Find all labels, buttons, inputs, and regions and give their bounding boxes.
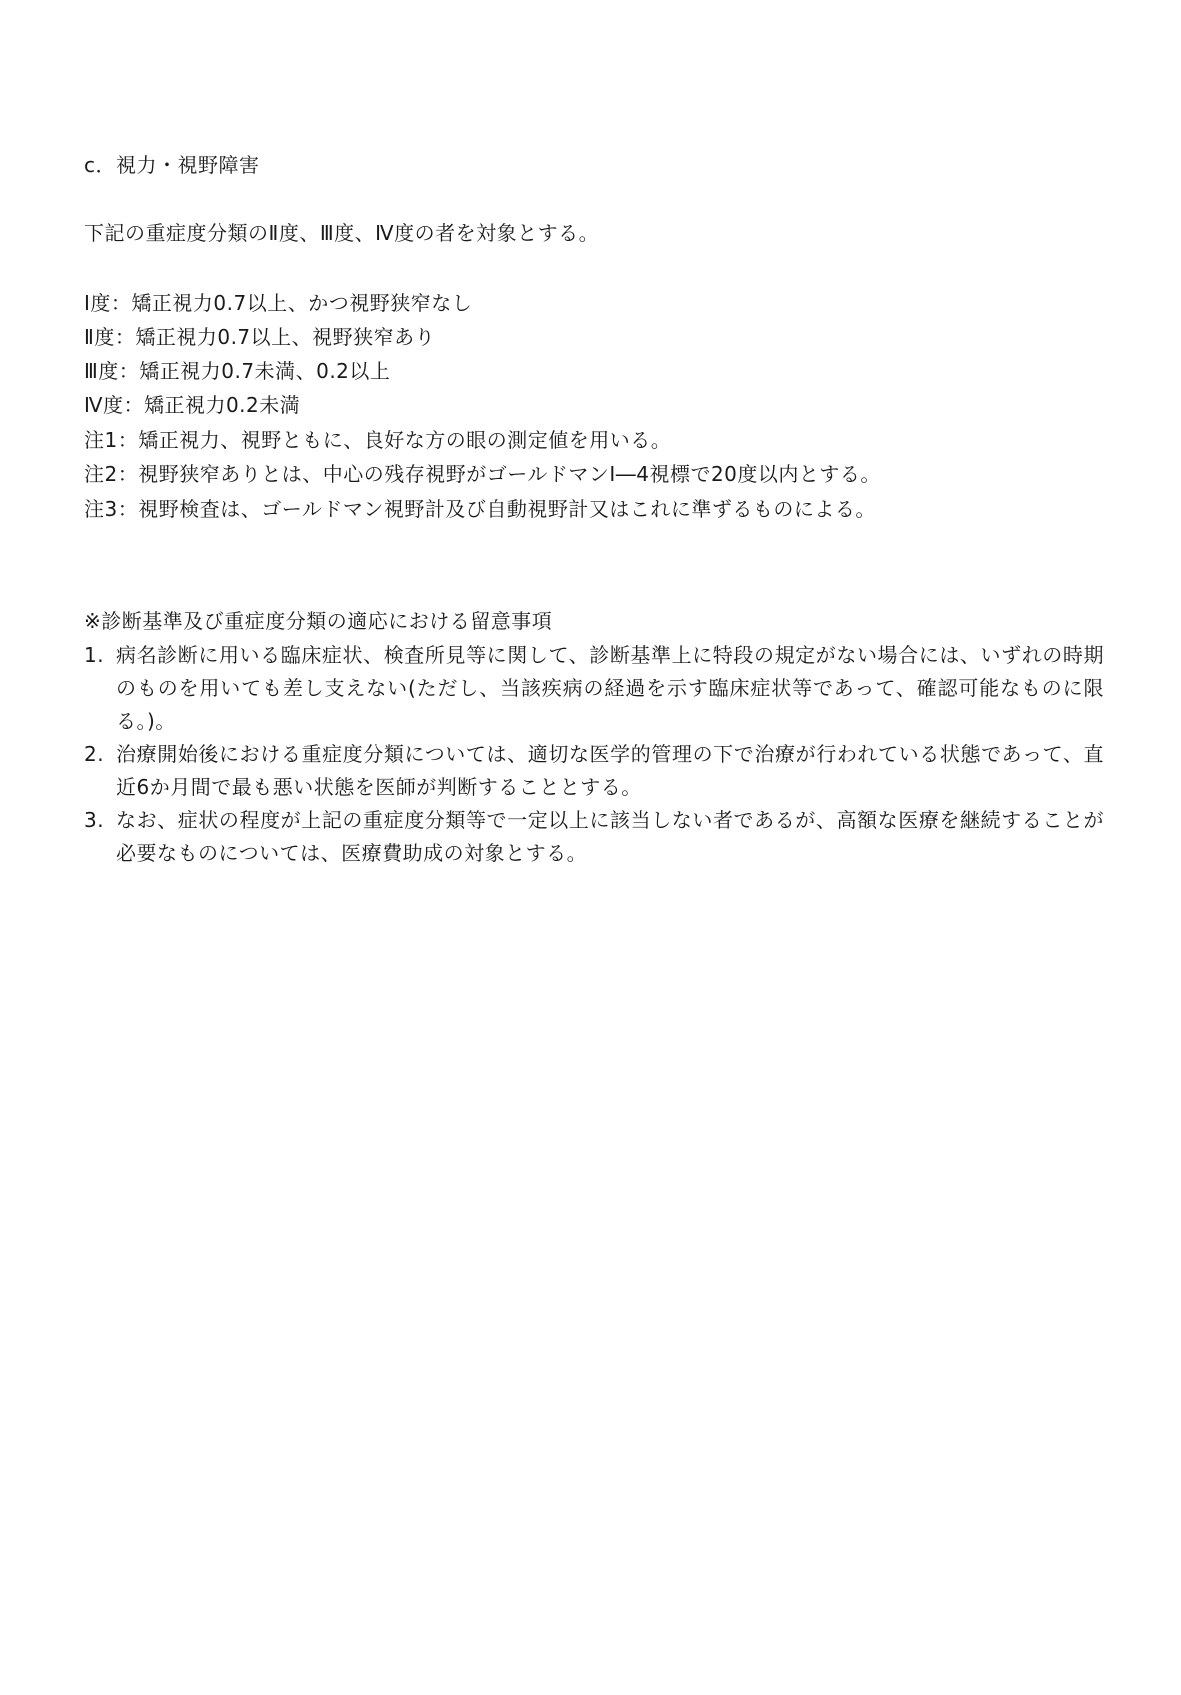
remark-item-2	[84, 738, 1104, 804]
section-intro: 下記の重症度分類のⅡ度、Ⅲ度、Ⅳ度の者を対象とする。	[84, 221, 600, 245]
remark-item-1	[84, 639, 1104, 738]
grade-1: Ⅰ度：矯正視力0.7以上、かつ視野狭窄なし	[84, 291, 473, 315]
note-2: 注2：視野狭窄ありとは、中心の残存視野がゴールドマンⅠ―4視標で20度以内とする。	[84, 462, 881, 486]
remarks-heading: ※診断基準及び重症度分類の適応における留意事項	[84, 609, 553, 633]
section-heading: c．視力・視野障害	[84, 153, 260, 177]
remark-text: 治療開始後における重症度分類については、適切な医学的管理の下で治療が行われている状態であって、直近6か月間で最も悪い状態を医師が判断することとする。	[116, 742, 1104, 799]
note-1: 注1：矯正視力、視野ともに、良好な方の眼の測定値を用いる。	[84, 428, 672, 452]
remark-item-3	[84, 804, 1104, 870]
remark-text: 病名診断に用いる臨床症状、検査所見等に関して、診断基準上に特段の規定がない場合には、いずれの時期のものを用いても差し支えない(ただし、当該疾病の経過を示す臨床症状等であって、確認可能なものに限る。)。	[116, 643, 1104, 733]
remark-number: 1.	[84, 643, 105, 667]
grade-2: Ⅱ度：矯正視力0.7以上、視野狭窄あり	[84, 325, 436, 349]
remark-text: なお、症状の程度が上記の重症度分類等で一定以上に該当しない者であるが、高額な医療を継続することが必要なものについては、医療費助成の対象とする。	[116, 808, 1104, 865]
remark-number: 2.	[84, 742, 105, 766]
grade-3: Ⅲ度：矯正視力0.7未満、0.2以上	[84, 359, 391, 383]
grade-4: Ⅳ度：矯正視力0.2未満	[84, 393, 301, 417]
note-3: 注3：視野検査は、ゴールドマン視野計及び自動視野計又はこれに準ずるものによる。	[84, 497, 876, 521]
remark-number: 3.	[84, 808, 105, 832]
